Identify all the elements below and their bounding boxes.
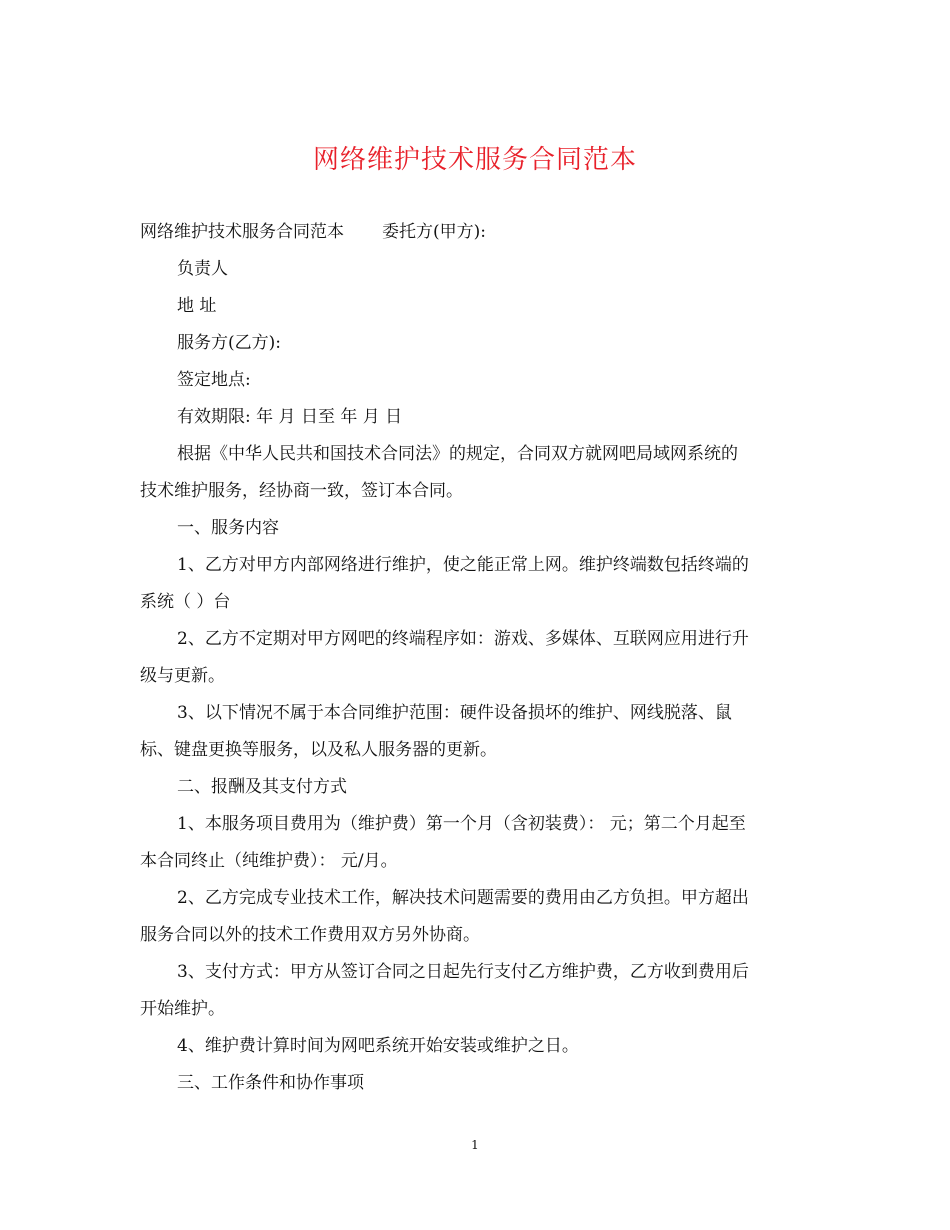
header-line-right: 委托方(甲方): (382, 222, 486, 242)
page-number: 1 (471, 1138, 479, 1152)
text-line: 地 址 (177, 296, 217, 316)
text-line: 标、键盘更换等服务，以及私人服务器的更新。 (140, 740, 497, 760)
text-line: 2、乙方完成专业技术工作，解决技术问题需要的费用由乙方负担。甲方超出 (177, 888, 749, 908)
text-line: 技术维护服务，经协商一致，签订本合同。 (140, 481, 463, 501)
text-line: 服务合同以外的技术工作费用双方另外协商。 (140, 925, 480, 945)
text-line: 有效期限: 年 月 日至 年 月 日 (177, 407, 403, 427)
text-line: 4、维护费计算时间为网吧系统开始安装或维护之日。 (177, 1036, 579, 1056)
text-line: 系统（ ）台 (140, 592, 231, 612)
text-line: 负责人 (177, 259, 228, 279)
text-line: 一、服务内容 (177, 518, 279, 538)
text-line: 3、支付方式：甲方从签订合同之日起先行支付乙方维护费，乙方收到费用后 (177, 962, 749, 982)
body-lines (140, 251, 812, 1102)
text-line: 1、本服务项目费用为（维护费）第一个月（含初装费）： 元；第二个月起至 (177, 814, 746, 834)
header-line-left: 网络维护技术服务合同范本 (140, 222, 344, 242)
text-line: 3、以下情况不属于本合同维护范围：硬件设备损坏的维护、网线脱落、鼠 (177, 703, 732, 723)
text-line: 级与更新。 (140, 666, 225, 686)
text-line: 签定地点: (177, 370, 251, 390)
text-line: 二、报酬及其支付方式 (177, 777, 347, 797)
document-title: 网络维护技术服务合同范本 (312, 145, 637, 175)
text-line: 2、乙方不定期对甲方网吧的终端程序如：游戏、多媒体、互联网应用进行升 (177, 629, 749, 649)
header-line (140, 214, 812, 251)
text-line: 三、工作条件和协作事项 (177, 1073, 364, 1093)
text-line: 开始维护。 (140, 999, 225, 1019)
text-line: 服务方(乙方): (177, 333, 281, 353)
text-line: 1、乙方对甲方内部网络进行维护，使之能正常上网。维护终端数包括终端的 (177, 555, 749, 575)
text-line: 根据《中华人民共和国技术合同法》的规定，合同双方就网吧局域网系统的 (177, 444, 738, 464)
text-line: 本合同终止（纯维护费）： 元/月。 (140, 851, 398, 871)
document-body (140, 214, 812, 1102)
